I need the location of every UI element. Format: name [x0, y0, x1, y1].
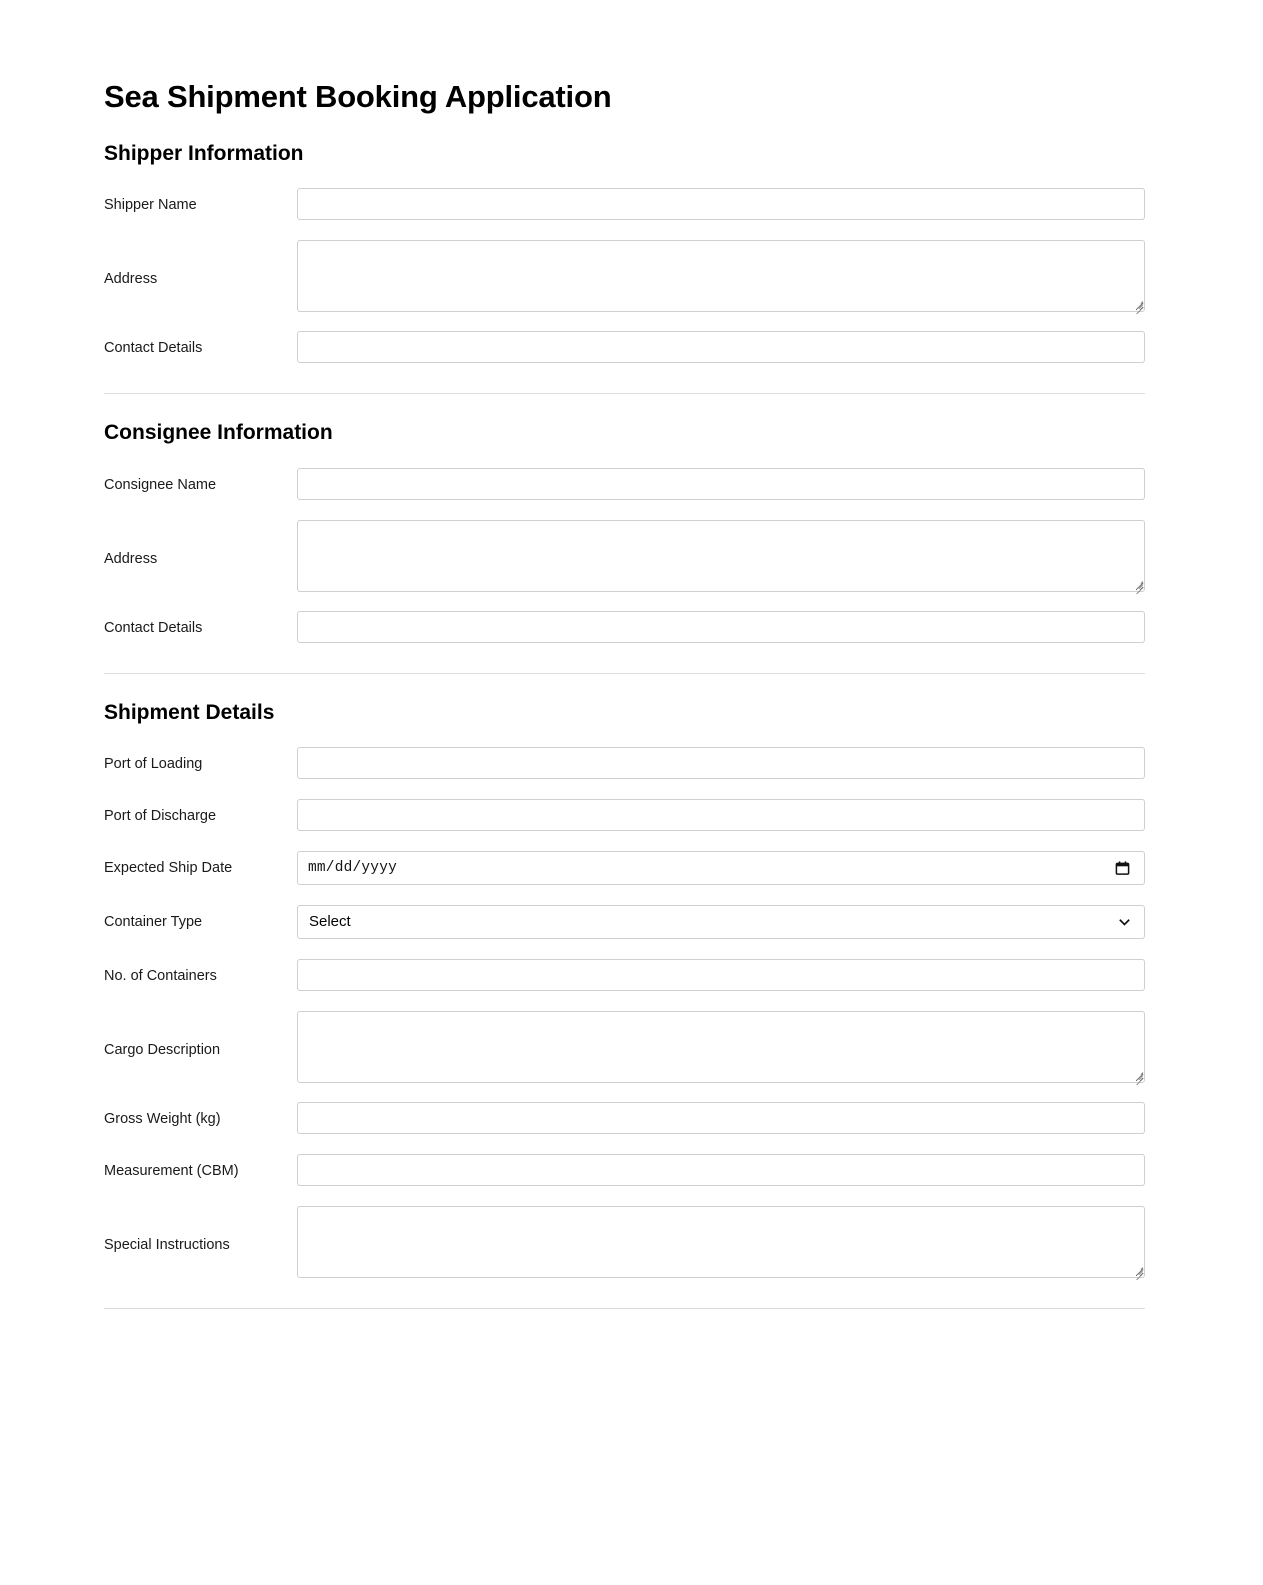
field-row-consignee-address [104, 520, 1145, 592]
shipper-address-wrapper [297, 240, 1145, 312]
label-measurement: Measurement (CBM) [104, 1162, 239, 1179]
section-shipper-information [104, 141, 1145, 394]
label-port-of-discharge: Port of Discharge [104, 807, 217, 824]
field-row-port-of-discharge [104, 799, 1145, 831]
divider-after-shipment [104, 1308, 1145, 1309]
control-shipper-name [297, 188, 1145, 220]
field-row-port-of-loading [104, 747, 1145, 779]
date-placeholder-text: mm/dd/yyyy [308, 859, 398, 876]
label-consignee-contact: Contact Details [104, 619, 203, 636]
label-special-instructions: Special Instructions [104, 1236, 230, 1253]
label-port-of-loading: Port of Loading [104, 755, 203, 772]
cargo-description-wrapper [297, 1011, 1145, 1083]
special-instructions-wrapper [297, 1206, 1145, 1278]
label-shipper-contact: Contact Details [104, 340, 203, 357]
label-consignee-name: Consignee Name [104, 476, 217, 493]
field-row-measurement [104, 1154, 1145, 1186]
control-no-of-containers [297, 959, 1145, 991]
control-shipper-contact [297, 331, 1145, 363]
port-of-discharge-input[interactable] [297, 799, 1145, 831]
fields-shipment [104, 747, 1145, 1278]
label-container-type: Container Type [104, 913, 203, 930]
container-type-select[interactable] [297, 905, 1145, 939]
label-gross-weight: Gross Weight (kg) [104, 1110, 221, 1127]
section-title-consignee: Consignee Information [104, 421, 333, 445]
section-title-shipment: Shipment Details [104, 700, 275, 724]
expected-ship-date-input[interactable] [297, 851, 1145, 885]
chevron-down-icon [1118, 915, 1131, 928]
label-no-of-containers: No. of Containers [104, 967, 217, 984]
no-of-containers-input[interactable] [297, 959, 1145, 991]
label-consignee-address: Address [104, 550, 158, 567]
form-content [104, 0, 1145, 1309]
consignee-contact-input[interactable] [297, 611, 1145, 643]
container-type-selected-value: Select [309, 913, 351, 931]
field-row-special-instructions [104, 1206, 1145, 1278]
field-row-consignee-name [104, 468, 1145, 500]
control-port-of-loading [297, 747, 1145, 779]
field-row-gross-weight [104, 1102, 1145, 1134]
consignee-address-wrapper [297, 520, 1145, 592]
control-expected-ship-date [297, 851, 1145, 885]
label-shipper-name: Shipper Name [104, 197, 197, 214]
field-row-shipper-name [104, 188, 1145, 220]
control-gross-weight [297, 1102, 1145, 1134]
control-special-instructions [297, 1206, 1145, 1278]
port-of-loading-input[interactable] [297, 747, 1145, 779]
calendar-icon[interactable] [1115, 860, 1130, 875]
control-shipper-address [297, 240, 1145, 312]
divider-after-shipper [104, 393, 1145, 394]
label-cargo-description: Cargo Description [104, 1041, 221, 1058]
control-consignee-name [297, 468, 1145, 500]
section-title-shipper: Shipper Information [104, 142, 304, 166]
field-row-consignee-contact [104, 611, 1145, 643]
control-cargo-description [297, 1011, 1145, 1083]
field-row-cargo-description [104, 1011, 1145, 1083]
shipper-address-textarea[interactable] [297, 240, 1145, 312]
control-container-type [297, 905, 1145, 939]
control-port-of-discharge [297, 799, 1145, 831]
label-shipper-address: Address [104, 271, 158, 288]
control-measurement [297, 1154, 1145, 1186]
consignee-address-textarea[interactable] [297, 520, 1145, 592]
shipper-contact-input[interactable] [297, 331, 1145, 363]
field-row-no-of-containers [104, 959, 1145, 991]
fields-shipper [104, 188, 1145, 363]
special-instructions-textarea[interactable] [297, 1206, 1145, 1278]
label-expected-ship-date: Expected Ship Date [104, 859, 233, 876]
control-consignee-address [297, 520, 1145, 592]
divider-after-consignee [104, 673, 1145, 674]
field-row-shipper-address [104, 240, 1145, 312]
measurement-input[interactable] [297, 1154, 1145, 1186]
section-shipment-details [104, 700, 1145, 1309]
field-row-expected-ship-date [104, 851, 1145, 885]
field-row-shipper-contact [104, 331, 1145, 363]
cargo-description-textarea[interactable] [297, 1011, 1145, 1083]
gross-weight-input[interactable] [297, 1102, 1145, 1134]
fields-consignee [104, 468, 1145, 643]
page-title: Sea Shipment Booking Application [104, 79, 612, 114]
section-consignee-information [104, 420, 1145, 673]
shipper-name-input[interactable] [297, 188, 1145, 220]
control-consignee-contact [297, 611, 1145, 643]
field-row-container-type [104, 905, 1145, 939]
consignee-name-input[interactable] [297, 468, 1145, 500]
